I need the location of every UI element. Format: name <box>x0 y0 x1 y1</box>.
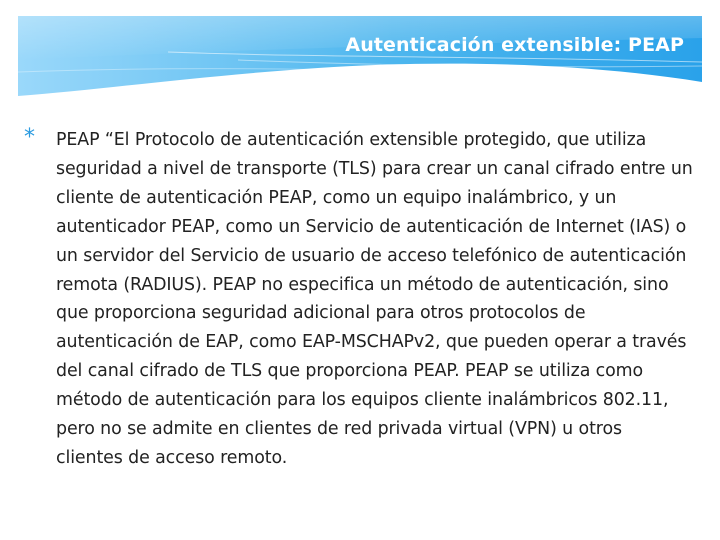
bullet-text: PEAP “El Protocolo de autenticación extensible protegido, que utiliza seguridad a nivel de transporte (TLS) para crear un canal cifrado entre un cliente de autenticación PEAP, como un equipo inalámbrico, y un autenticador PEAP, como un Servicio de autenticación de Internet (IAS) o un servidor del Servicio de usuario de acceso telefónico de autenticación remota (RADIUS). PEAP no especifica un método de autenticación, sino que proporciona seguridad adicional para otros protocolos de autenticación de EAP, como EAP-MSCHAPv2, que pueden operar a través del canal cifrado de TLS que proporciona PEAP. PEAP se utiliza como método de autenticación para los equipos cliente inalámbricos 802.11, pero no se admite en clientes de red privada virtual (VPN) u otros clientes de acceso remoto. <box>56 130 693 468</box>
bullet-item <box>24 126 694 473</box>
title-banner-graphic <box>18 16 702 96</box>
bullet-marker-icon: * <box>24 125 35 150</box>
title-banner <box>18 16 702 96</box>
content-area <box>24 126 694 473</box>
slide-title: Autenticación extensible: PEAP <box>345 34 684 56</box>
